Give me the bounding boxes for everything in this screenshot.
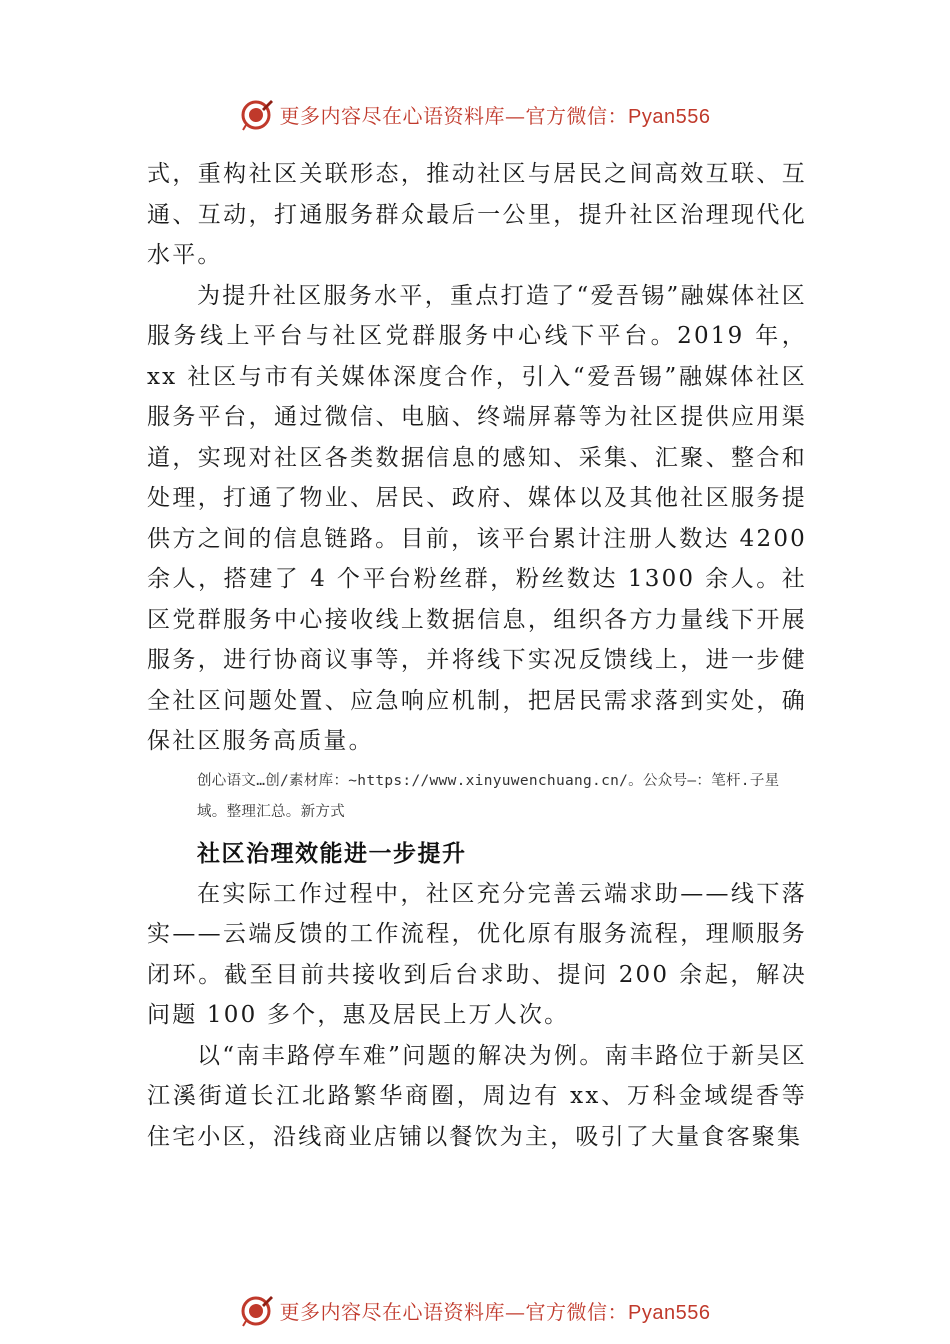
banner-text: 更多内容尽在心语资料库—官方微信：Pyan556 — [279, 103, 711, 128]
section-heading: 社区治理效能进一步提升 — [197, 840, 467, 867]
footer-banner — [0, 1290, 950, 1330]
pen-circle-logo-icon — [240, 1293, 274, 1327]
paragraph: 在实际工作过程中，社区充分完善云端求助——线下落实——云端反馈的工作流程，优化原有服务流程，理顺服务闭环。截至目前共接收到后台求助、提问 200 余起，解决问题 100 多个，惠及居民上万人次。 — [147, 880, 807, 1028]
banner-text: 更多内容尽在心语资料库—官方微信：Pyan556 — [279, 1299, 711, 1324]
document-body — [147, 154, 807, 1157]
pen-circle-logo-icon — [240, 97, 274, 131]
banner-account: Pyan556 — [628, 1301, 711, 1324]
paragraph: 式，重构社区关联形态，推动社区与居民之间高效互联、互通、互动，打通服务群众最后一公里，提升社区治理现代化水平。 — [147, 161, 807, 268]
paragraph: 为提升社区服务水平，重点打造了“爱吾锡”融媒体社区服务线上平台与社区党群服务中心线下平台。2019 年，xx 社区与市有关媒体深度合作，引入“爱吾锡”融媒体社区服务平台，通过微信、电脑、终端屏幕等为社区提供应用渠道，实现对社区各类数据信息的感知、采集、汇聚、整合和处理，打通了物业、居民、政府、媒体以及其他社区服务提供方之间的信息链路。目前，该平台累计注册人数达 4200 余人，搭建了 4 个平台粉丝群，粉丝数达 1300 余人。社区党群服务中心接收线上数据信息，组织各方力量线下开展服务，进行协商议事等，并将线下实况反馈线上，进一步健全社区问题处置、应急响应机制，把居民需求落到实处，确保社区服务高质量。 — [147, 282, 807, 754]
banner-account: Pyan556 — [628, 105, 711, 128]
paragraph: 以“南丰路停车难”问题的解决为例。南丰路位于新吴区江溪街道长江北路繁华商圈，周边有 xx、万科金域缇香等住宅小区，沿线商业店铺以餐饮为主，吸引了大量食客聚集 — [147, 1042, 807, 1150]
header-banner — [0, 94, 950, 134]
source-note: 创心语文…创/素材库：~https://www.xinyuwenchuang.cn/。公众号—：笔杆.子星域。整理汇总。新方式 — [197, 772, 780, 820]
